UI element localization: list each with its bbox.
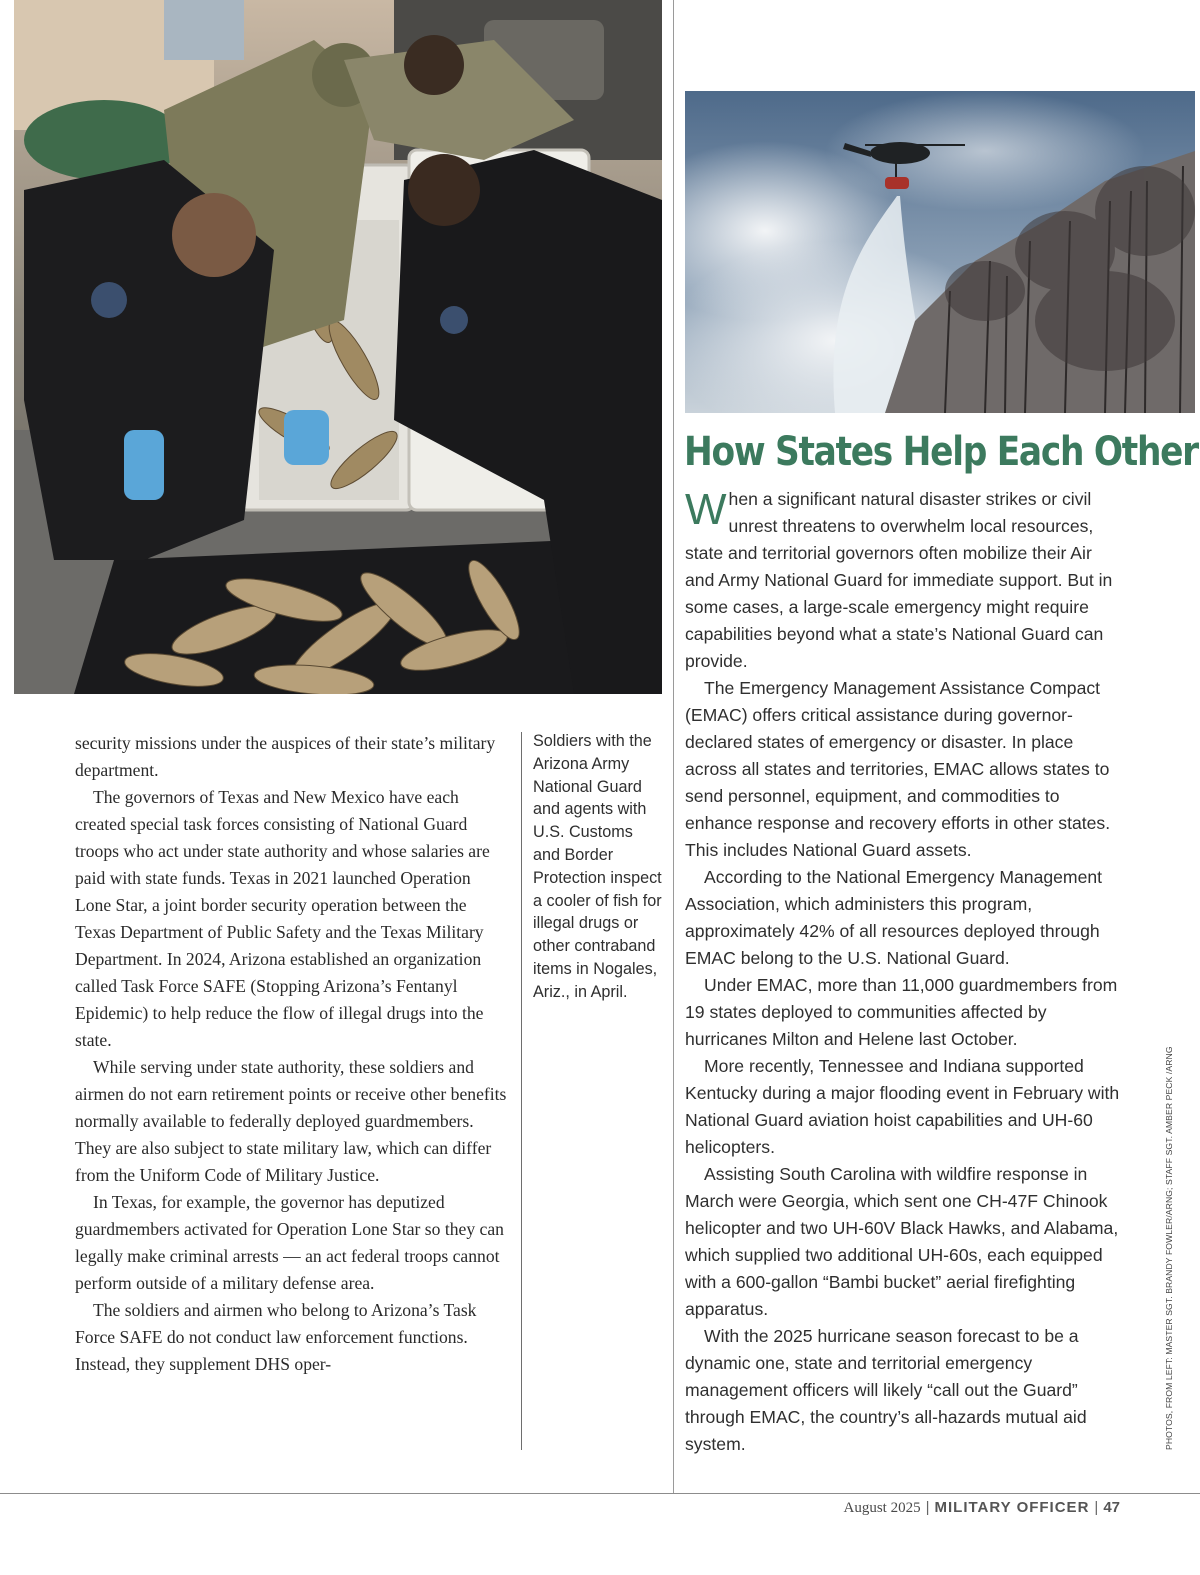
publication-name: MILITARY OFFICER: [934, 1499, 1090, 1516]
sidebar-paragraph: More recently, Tennessee and Indiana supported Kentucky during a major flooding event in February with National Guard aviation hoist capabilities and UH-60 helicopters.: [685, 1056, 1120, 1157]
photo-wildfire-helicopter: [685, 91, 1195, 413]
sidebar-headline: How States Help Each Other: [684, 429, 1198, 475]
sidebar-lead-paragraph: [685, 486, 1125, 675]
page-number: 47: [1103, 1499, 1120, 1516]
sidebar-paragraph: Under EMAC, more than 11,000 guardmembers from 19 states deployed to communities affected by hurricanes Milton and Helene last October.: [685, 975, 1118, 1049]
footer-separator: |: [925, 1499, 930, 1516]
article-body-left: [75, 730, 511, 1378]
page-footer: [844, 1497, 1120, 1519]
photo-caption: Soldiers with the Arizona Army National Guard and agents with U.S. Customs and Border Protection inspect a cooler of fish for illegal drugs or other contraband items in Nogales, Ariz., in April.: [533, 732, 662, 1001]
photo-border-inspection: [14, 0, 662, 694]
column-divider: [673, 0, 674, 1493]
article-paragraph: security missions under the auspices of their state’s military department.: [75, 733, 496, 780]
sidebar-paragraph: The Emergency Management Assistance Compact (EMAC) offers critical assistance during governor-declared states of emergency or disaster. In place across all states and territories, EMAC allows states to send personnel, equipment, and commodities to enhance response and recovery efforts in other states. This includes National Guard assets.: [685, 678, 1111, 860]
sidebar-paragraph: According to the National Emergency Management Association, which administers this program, approximately 42% of all resources deployed through EMAC belong to the U.S. National Guard.: [685, 867, 1103, 968]
lead-paragraph-text: hen a significant natural disaster strikes or civil unrest threatens to overwhelm local resources, state and territorial governors often mobilize their Air and Army National Guard for immediate support. But in some cases, a large-scale emergency might require capabilities beyond what a state’s National Guard can provide.: [685, 489, 1113, 671]
photo-credit: PHOTOS, FROM LEFT: MASTER SGT. BRANDY FOWLER/ARNG; STAFF SGT. AMBER PECK /ARNG: [1164, 1046, 1174, 1450]
caption-rule: [521, 732, 522, 1450]
article-paragraph: While serving under state authority, these soldiers and airmen do not earn retirement points or receive other benefits normally available to federally deployed guardmembers. They are also subject to state military law, which can differ from the Uniform Code of Military Justice.: [75, 1057, 507, 1185]
footer-separator: |: [1094, 1499, 1099, 1516]
sidebar-paragraph: Assisting South Carolina with wildfire response in March were Georgia, which sent one CH-47F Chinook helicopter and two UH-60V Black Hawks, and Alabama, which supplied two additional UH-60s, each equipped with a 600-gallon “Bambi bucket” aerial firefighting apparatus.: [685, 1164, 1119, 1319]
issue-date: August 2025: [843, 1500, 921, 1516]
article-paragraph: The governors of Texas and New Mexico have each created special task forces consisting of National Guard troops who act under state authority and whose salaries are paid with state funds. Texas in 2021 launched Operation Lone Star, a joint border security operation between the Texas Department of Public Safety and the Texas Military Department. In 2024, Arizona established an organization called Task Force SAFE (Stopping Arizona’s Fentanyl Epidemic) to help reduce the flow of illegal drugs into the state.: [75, 787, 490, 1050]
article-paragraph: In Texas, for example, the governor has deputized guardmembers activated for Operation Lone Star so they can legally make criminal arrests — an act federal troops cannot perform outside of a military defense area.: [75, 1192, 504, 1293]
drop-cap: W: [685, 485, 727, 534]
sidebar-paragraph: With the 2025 hurricane season forecast to be a dynamic one, state and territorial emergency management officers will likely “call out the Guard” through EMAC, the country’s all-hazards mutual aid system.: [685, 1326, 1087, 1454]
sidebar-body: [685, 486, 1125, 1458]
footer-rule: [0, 1493, 1200, 1494]
article-paragraph: The soldiers and airmen who belong to Arizona’s Task Force SAFE do not conduct law enforcement functions. Instead, they supplement DHS oper-: [75, 1300, 477, 1374]
